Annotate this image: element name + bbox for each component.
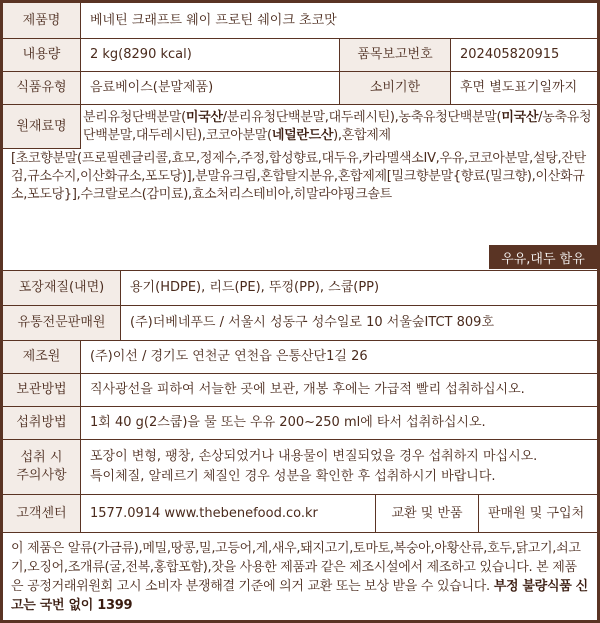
packaging-value: 용기(HDPE), 리드(PE), 뚜껑(PP), 스쿱(PP) bbox=[130, 280, 380, 296]
expiry-label: 소비기한 bbox=[339, 72, 451, 104]
row-manufacturer bbox=[3, 341, 597, 374]
caution-label bbox=[3, 440, 81, 494]
row-packaging bbox=[3, 271, 597, 306]
content-value: 2 kg(8290 kcal) bbox=[90, 47, 192, 63]
food-type-label: 식품유형 bbox=[3, 72, 81, 104]
row-distributor bbox=[3, 306, 597, 341]
origin-netherlands: 네덜란드산 bbox=[271, 128, 334, 143]
expiry-value: 후면 별도표기일까지 bbox=[460, 80, 578, 96]
exchange-value: 판매원 및 구입처 bbox=[488, 505, 585, 521]
row-caution bbox=[3, 440, 597, 495]
row-intake bbox=[3, 407, 597, 440]
ingredients-text-rest: [초코향분말(프로필렌글리콜,효모,정제수,주정,합성향료,대두유,카라멜색소IV,우유,코코아분말,설탕,잔탄검,규소수지,이산화규소,포도당)],분말유크림,혼합탈지분유,혼합제제[밀크향분말{향료(밀크향),이산화규소,포도당}],수크랄로스(감미료),효소처리스테비아,히말라야핑크솔트 bbox=[11, 151, 586, 202]
origin-usa-1: 미국산 bbox=[185, 110, 223, 125]
packaging-label: 포장재질(내면) bbox=[3, 271, 121, 305]
row-product-name bbox=[3, 3, 597, 39]
caution-label-line1: 섭취 시 bbox=[20, 450, 63, 466]
intake-value: 1회 40 g(2스쿱)을 물 또는 우유 200~250 ml에 타서 섭취하십시오. bbox=[90, 415, 486, 431]
report-number-label: 품목보고번호 bbox=[339, 39, 451, 71]
product-name-value: 베네틴 크래프트 웨이 프로틴 쉐이크 초코맛 bbox=[90, 12, 337, 28]
customer-value: 1577.0914 www.thebenefood.co.kr bbox=[90, 505, 318, 521]
row-customer bbox=[3, 495, 597, 533]
manufacturer-value: (주)이선 / 경기도 연천군 연천읍 은통산단1길 26 bbox=[90, 349, 368, 365]
content-label: 내용량 bbox=[3, 39, 81, 71]
storage-value: 직사광선을 피하여 서늘한 곳에 보관, 개봉 후에는 가급적 빨리 섭취하십시오. bbox=[90, 382, 525, 398]
allergy-facility-notice: 이 제품은 알류(가금류),메밀,땅콩,밀,고등어,게,새우,돼지고기,토마토,복숭아,아황산류,호두,닭고기,쇠고기,오징어,조개류(굴,전복,홍합포함),잣을 사용한 제품과 같은 제조시설에서 제조하고 있습니다. 본 제품은 공정거래위원회 고시 소비자 분쟁해결 기준에 의거 교환 또는 보상 받을 수 있습니다. 부정 불량식품 신고는 국번 없이 1399 bbox=[11, 541, 588, 613]
report-hotline: 부정 불량식품 신고는 국번 없이 1399 bbox=[11, 579, 588, 613]
ingredients-label: 원재료명 bbox=[3, 105, 81, 149]
origin-usa-2: 미국산 bbox=[501, 110, 539, 125]
row-storage bbox=[3, 374, 597, 407]
customer-label: 고객센터 bbox=[3, 495, 81, 532]
row-ingredients bbox=[3, 105, 597, 271]
caution-label-line2: 주의사항 bbox=[16, 468, 67, 483]
exchange-label: 교환 및 반품 bbox=[375, 495, 479, 532]
caution-value bbox=[81, 440, 597, 494]
row-food-type bbox=[3, 72, 597, 105]
row-content bbox=[3, 39, 597, 72]
product-name-label: 제품명 bbox=[3, 3, 81, 38]
manufacturer-label: 제조원 bbox=[3, 341, 81, 373]
allergen-badge: 우유,대두 함유 bbox=[489, 245, 597, 269]
storage-label: 보관방법 bbox=[3, 374, 81, 406]
report-number-value: 202405820915 bbox=[460, 47, 560, 63]
intake-label: 섭취방법 bbox=[3, 407, 81, 439]
ingredients-text-head: 분리유청단백분말(미국산/분리유청단백분말,대두레시틴),농축유청단백분말(미국산/농축유청단백분말,대두레시틴),코코아분말(네덜란드산),혼합제제 bbox=[83, 110, 592, 143]
distributor-value: (주)더베네푸드 / 서울시 성동구 성수일로 10 서울숲ITCT 809호 bbox=[130, 315, 494, 331]
caution-value-line2: 특이체질, 알레르기 체질인 경우 성분을 확인한 후 섭취하시기 바랍니다. bbox=[90, 469, 496, 484]
food-type-value: 음료베이스(분말제품) bbox=[90, 80, 214, 96]
distributor-label: 유통전문판매원 bbox=[3, 306, 121, 340]
caution-value-line1: 포장이 변형, 팽창, 손상되었거나 내용물이 변질되었을 경우 섭취하지 마십시오. bbox=[90, 449, 538, 464]
